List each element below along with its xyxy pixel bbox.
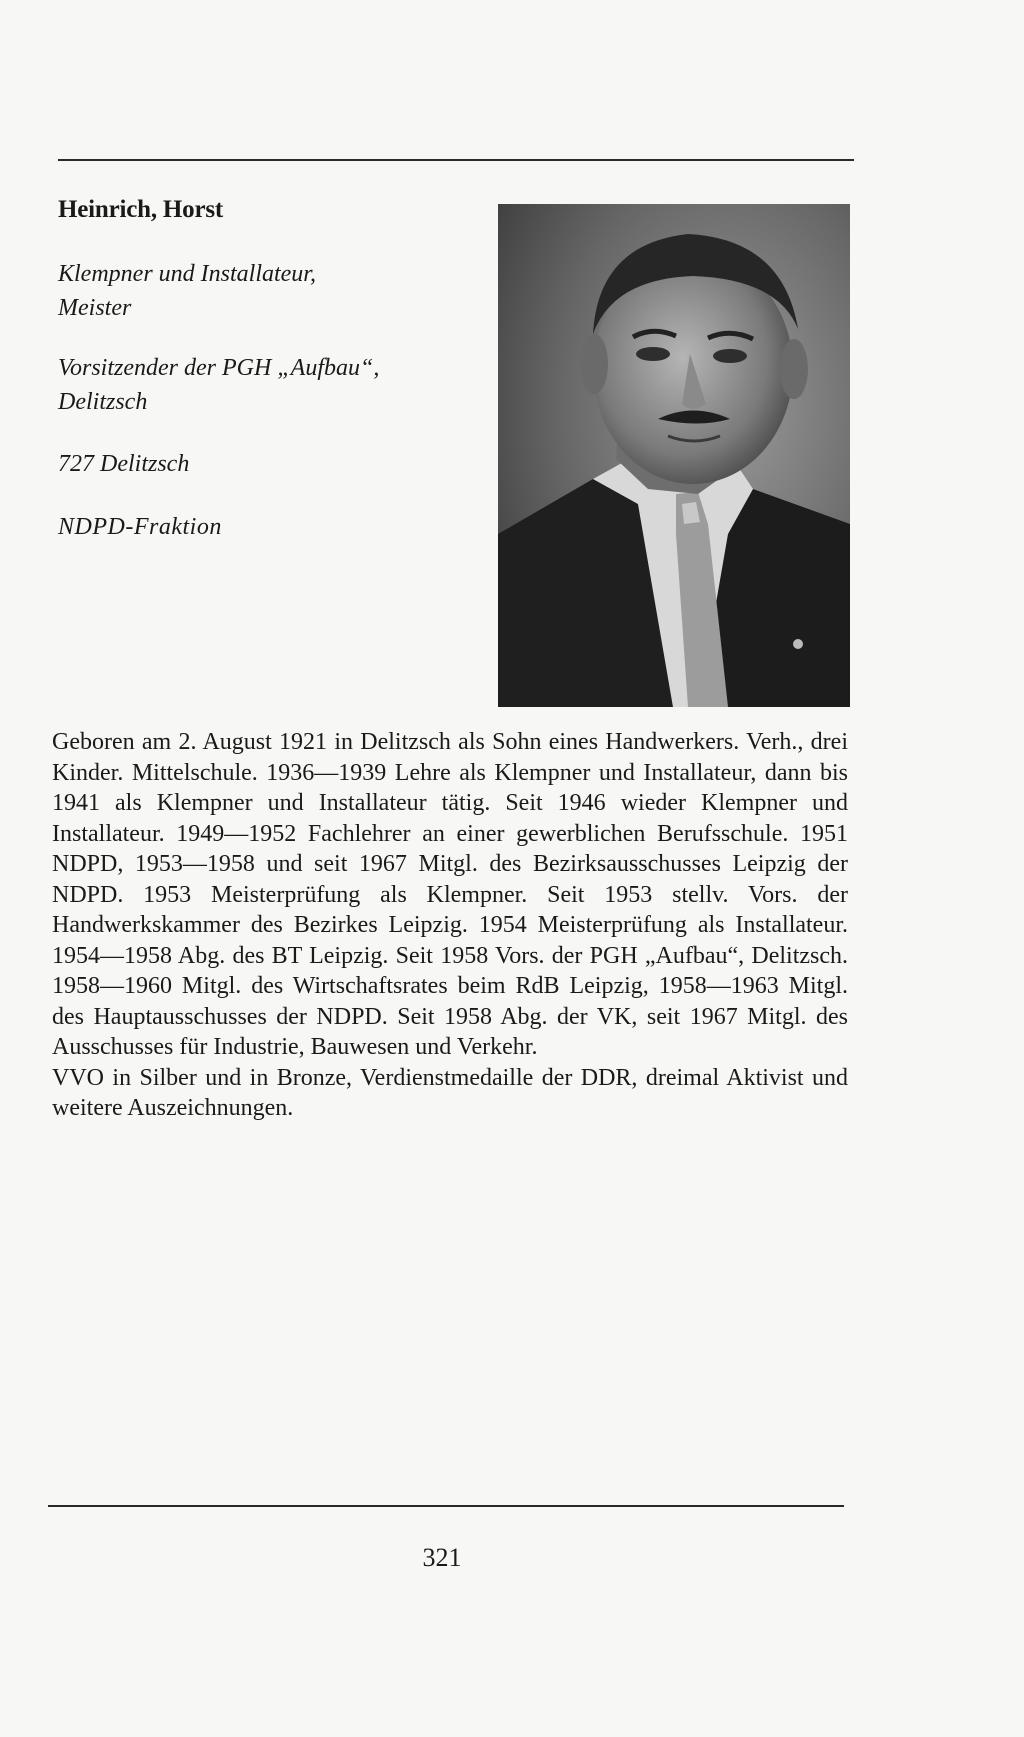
position-line-1: Vorsitzender der PGH „Aufbau“, (58, 355, 380, 381)
portrait-illustration (498, 204, 850, 707)
entry-fraction: NDPD-Fraktion (58, 514, 222, 540)
biography (52, 727, 848, 1124)
entry-address: 727 Delitzsch (58, 451, 190, 477)
position-line-2: Delitzsch (58, 389, 148, 415)
profession-line-1: Klempner und Installateur, (58, 261, 316, 287)
entry-position (58, 351, 379, 419)
portrait-photo (498, 204, 850, 707)
bottom-rule (48, 1505, 844, 1507)
entry-name: Heinrich, Horst (58, 196, 224, 223)
profession-line-2: Meister (58, 295, 132, 321)
top-rule (58, 159, 854, 161)
biography-paragraph-2: VVO in Silber und in Bronze, Verdienstmedaille der DDR, dreimal Aktivist und weitere Auszeichnungen. (52, 1064, 848, 1121)
biography-paragraph-1: Geboren am 2. August 1921 in Delitzsch als Sohn eines Handwerkers. Verh., drei Kinder. Mittelschule. 1936—1939 Lehre als Klempner und Installateur, dann bis 1941 als Klempner und Installateur tätig. Seit 1946 wieder Klempner und Installateur. 1949—1952 Fachlehrer an einer gewerblichen Berufsschule. 1951 NDPD, 1953—1958 und seit 1967 Mitgl. des Bezirksausschusses Leipzig der NDPD. 1953 Meisterprüfung als Klempner. Seit 1953 stellv. Vors. der Handwerkskammer des Bezirkes Leipzig. 1954 Meisterprüfung als Installateur. 1954—1958 Abg. des BT Leipzig. Seit 1958 Vors. der PGH „Aufbau“, Delitzsch. 1958—1960 Mitgl. des Wirtschaftsrates beim RdB Leipzig, 1958—1963 Mitgl. des Hauptausschusses der NDPD. Seit 1958 Abg. der VK, seit 1967 Mitgl. des Ausschusses für Industrie, Bauwesen und Verkehr. (52, 729, 848, 1060)
entry-profession (58, 257, 316, 325)
page-number: 321 (422, 1543, 462, 1572)
